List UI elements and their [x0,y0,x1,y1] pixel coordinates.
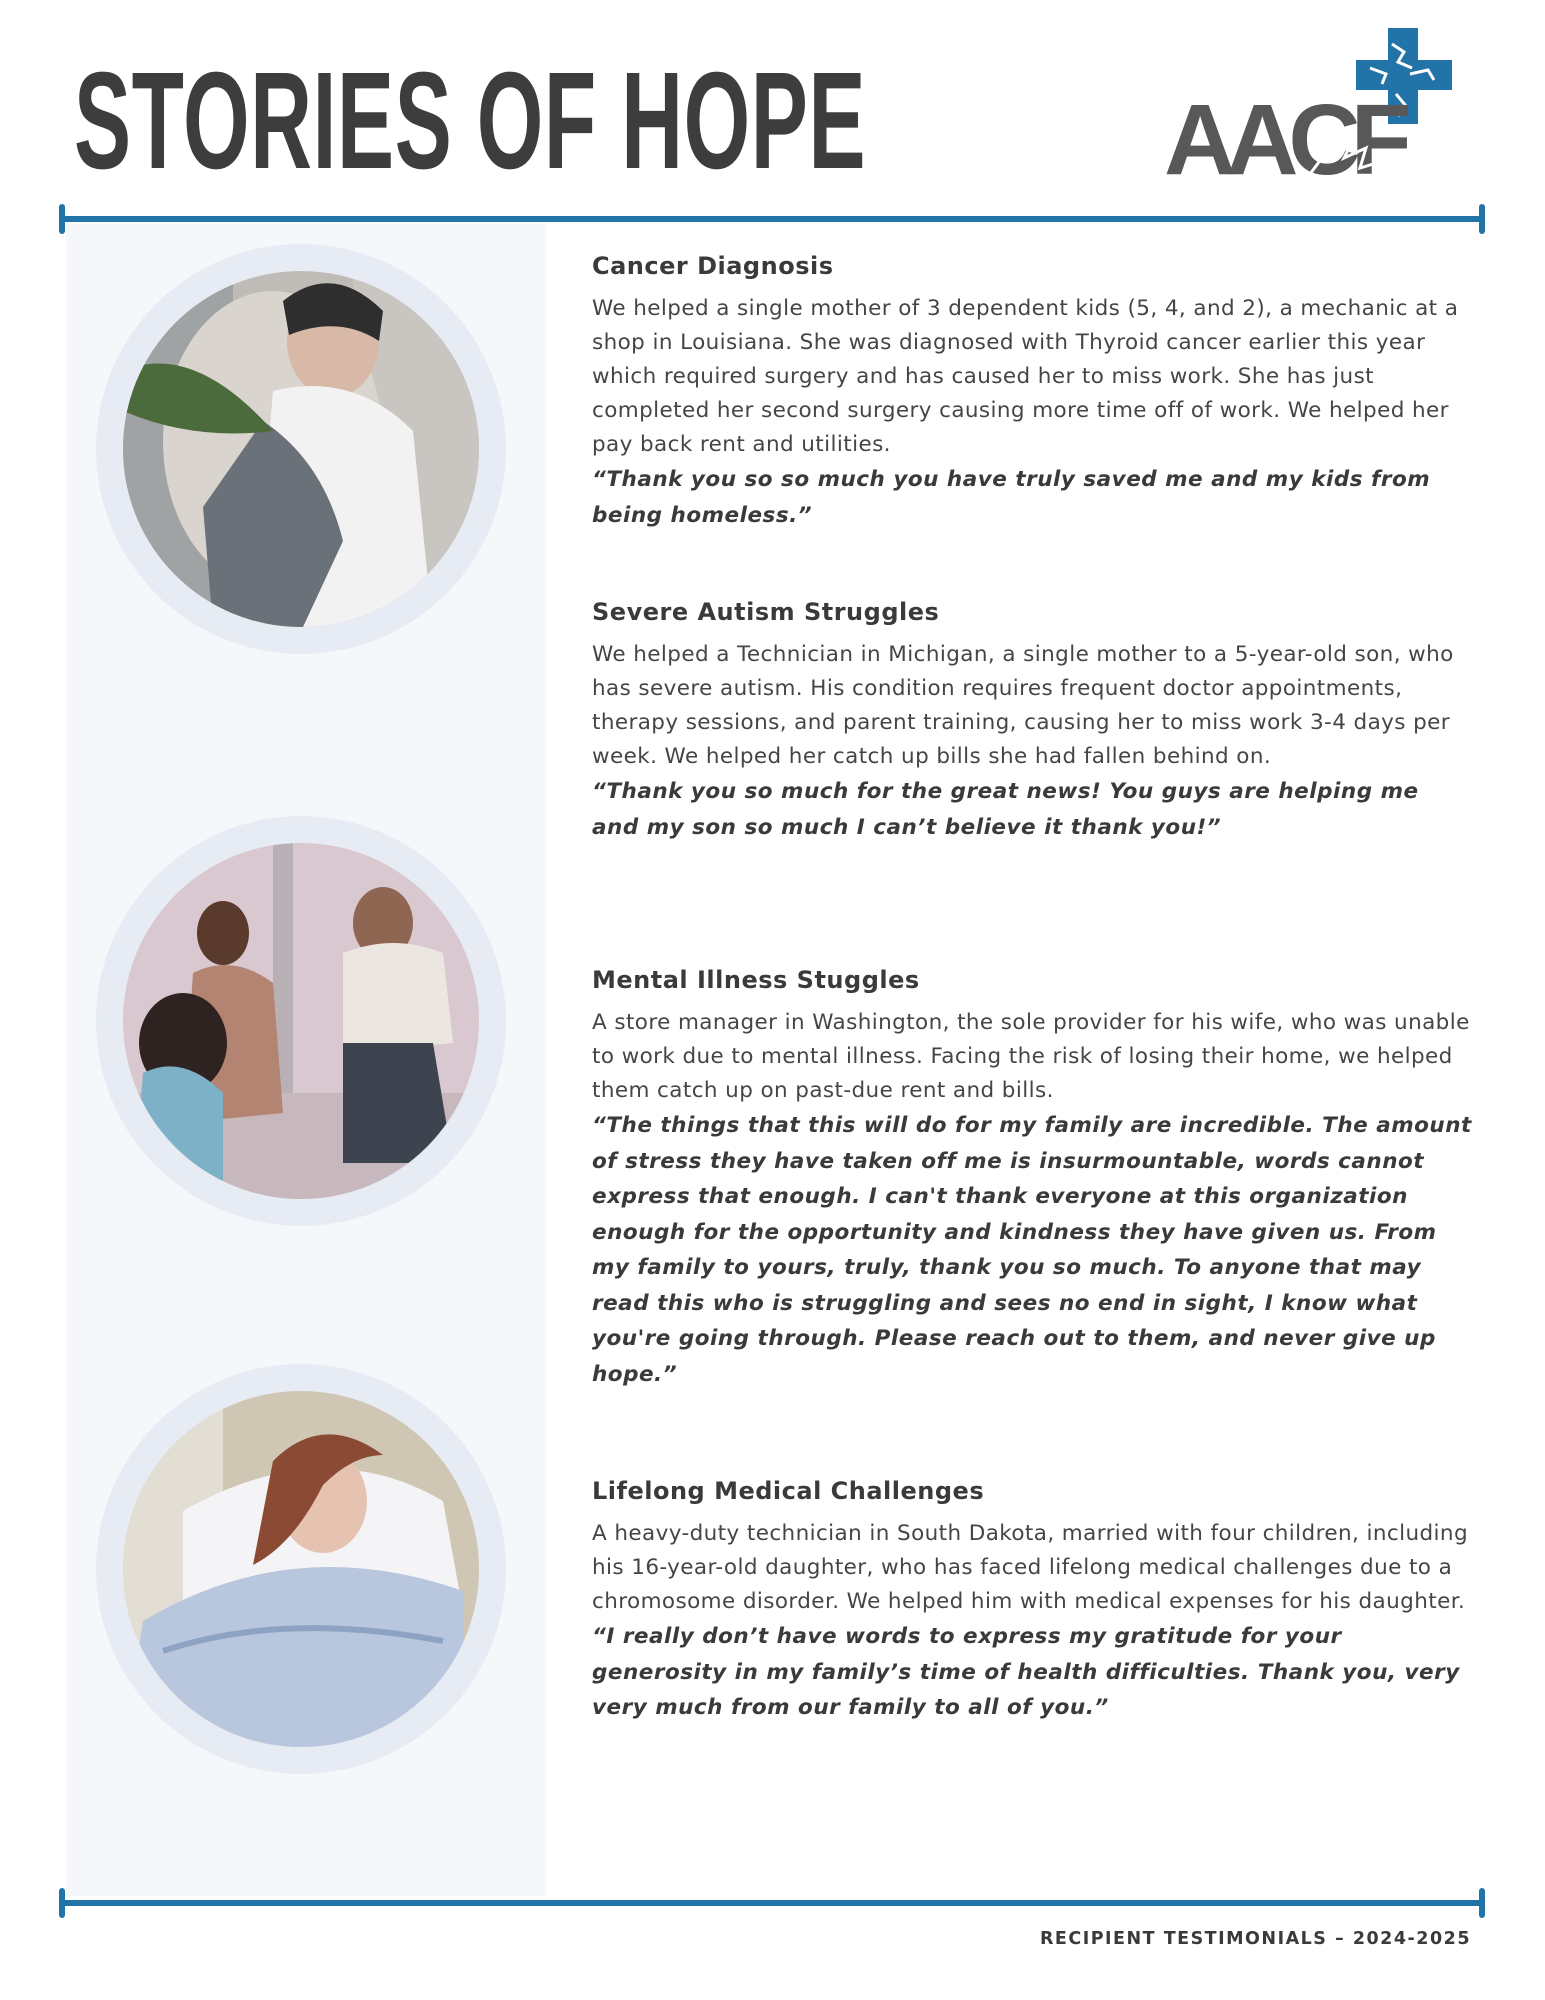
svg-text:AACF: AACF [1164,84,1402,184]
story-body: We helped a Technician in Michigan, a single mother to a 5-year-old son, who has severe autism. His condition requires frequent doctor appointments, therapy sessions, and parent training, causing her to miss work 3-4 days per week. We helped her catch up bills she had fallen behind on. [592,642,1454,769]
patient-photo [123,271,479,627]
hospital-patient-photo [123,1391,479,1747]
footer-divider [62,1900,1482,1906]
story-autism-struggles [592,598,1472,845]
story-body: We helped a single mother of 3 dependent kids (5, 4, and 2), a mechanic at a shop in Louisiana. She was diagnosed with Thyroid cancer earlier this year which required surgery and has caused her to miss work. She has just completed her second surgery causing more time off of work. We helped her pay back rent and utilities. [592,296,1459,457]
story-quote: “Thank you so much for the great news! You guys are helping me and my son so much I can’t believe it thank you!” [592,779,1419,840]
story-quote: “The things that this will do for my family are incredible. The amount of stress they have taken off me is insurmountable, words cannot express that enough. I can't thank everyone at this organization enough for the opportunity and kindness they have given us. From my family to yours, truly, thank you so much. To anyone that may read this who is struggling and sees no end in sight, I know what you're going through. Please reach out to them, and never give up hope.” [592,1113,1472,1387]
story-photo-cancer [96,244,506,654]
story-cancer-diagnosis [592,252,1472,533]
page-title: STORIES OF HOPE [74,44,867,198]
story-quote: “I really don’t have words to express my gratitude for your generosity in my family’s time of health difficulties. Thank you, very very much from our family to all of you.” [592,1624,1460,1720]
story-body: A store manager in Washington, the sole provider for his wife, who was unable to work due to mental illness. Facing the risk of losing their home, we helped them catch up on past-due rent and bills. [592,1010,1470,1103]
story-heading: Cancer Diagnosis [592,252,834,280]
story-body: A heavy-duty technician in South Dakota, married with four children, including his 16-year-old daughter, who has faced lifelong medical challenges due to a chromosome disorder. We helped him with medical expenses for his daughter. [592,1521,1469,1614]
footer-label: RECIPIENT TESTIMONIALS – 2024-2025 [1039,1929,1471,1949]
story-photo-hospital [96,1364,506,1774]
story-photo-family [96,816,506,1226]
story-heading: Lifelong Medical Challenges [592,1477,985,1505]
aacf-logo [1160,24,1480,184]
story-mental-illness [592,966,1472,1392]
story-quote: “Thank you so so much you have truly saved me and my kids from being homeless.” [592,467,1431,528]
story-medical-challenges [592,1477,1472,1726]
story-heading: Mental Illness Stuggles [592,966,920,994]
family-photo [123,843,479,1199]
story-heading: Severe Autism Struggles [592,598,940,626]
header-divider [62,216,1482,222]
